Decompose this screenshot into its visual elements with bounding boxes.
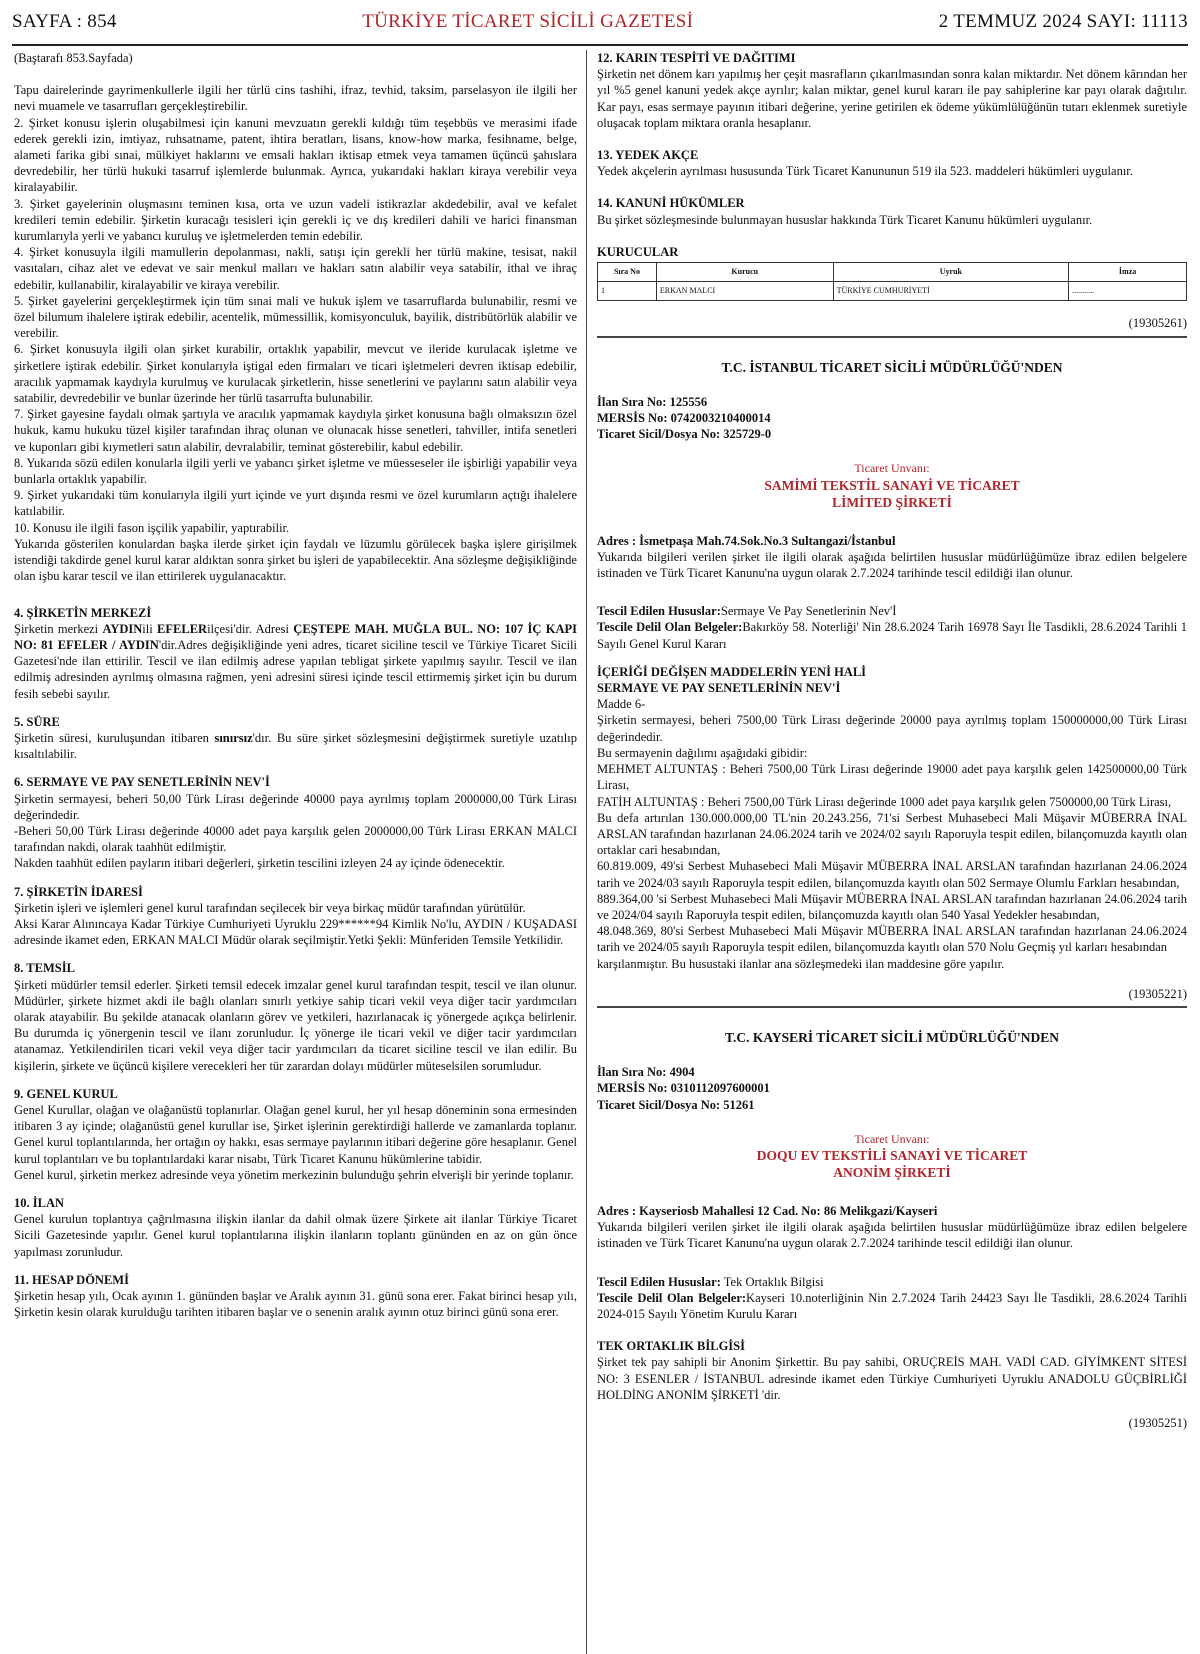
paragraph: 7. Şirket gayesine faydalı olmak şartıyla ve aracılık yapmamak kaydıyla şirket konusuna bağlı olmaksızın özel hukuk, kamu hukuku tüzel kişiler tarafından ihraç olunan ve olunacak hisse senetleri, tahviller, intifa senetleri ve kuponları gibi kıymetleri satın alabilir, devralabilir, teminat gösterebilir, kabul edebilir. [14,407,577,454]
table-header: Sıra No [598,263,657,282]
section-heading: 11. HESAP DÖNEMİ [14,1272,129,1287]
paragraph: Şirketi müdürler temsil ederler. Şirketi temsil edecek imzalar genel kurul tarafından tespit, tescil ve ilan olunur. Müdürler, şirkete hizmet akdi ile bağlı olanları sınırlı yetkiye sahip ticari vekil veya diğer tacir yardımcıları olarak atayabilir. Bu şekilde atanacak olanların görev ve yetkileri, hazırlanacak iç yönergede açıkça belirlenir. Bu durumda iç yönergenin tescil ve ilanı zorunludur. İç yönerge ile ticari vekil ve diğer tacir yardımcıları atanamaz. Yetkilendirilen ticari vekil veya diğer tacir yardımcıları da ticaret siciline tescil ve ilan edilir. Bu kişilerin, şirkete ve üçüncü kişilere verecekleri her tür zarardan dolayı müdürler müteselsilen sorumludur. [14,977,577,1073]
reference-number: (19305261) [1128,316,1187,331]
paragraph: Şirketin hesap yılı, Ocak ayının 1. gününden başlar ve Aralık ayının 31. günü sona erer. Fakat birinci hesap yılı, Şirketin kesin olarak kurulduğu tarihten itibaren başlar ve o senenin aralık ayının otuz birinci günü sona erer. [14,1289,577,1320]
mersis-number: MERSİS No: 0742003210400014 [597,411,771,426]
section-heading: 10. İLAN [14,1196,65,1210]
founders-heading: KURUCULAR [597,244,679,259]
section-heading: 14. KANUNİ HÜKÜMLER [597,196,745,211]
paragraph: 6. Şirket konusuyla ilgili olan şirket kurabilir, ortaklık yapabilir, mevcut ve ileride kurulacak işletme ve şirketlere iştirak edebilir. Şirket konularıyla iştigal eden firmaları ve ticari işletmeleri devren iktisap edebilir, aracılık yapmamak kaydıyla kurulmuş ve kurulacak şirketlerin, hisse senetlerini ve paylarını satın alabilir veya satabilir, devredebilir ve bunlar üzerinde her türlü tasarrufta bulunabilir. [14,342,577,406]
table-header: İmza [1069,263,1187,282]
evidence-documents: Tescile Delil Olan Belgeler:Kayseri 10.noterliğinin Nin 2.7.2024 Tarih 24423 Sayı İle Tasdikli, 28.6.2024 Tarihli 2024-015 Sayılı Yönetim Kurulu Kararı [597,1290,1187,1321]
paragraph: Genel kurul, şirketin merkez adresinde veya yönetim merkezinin bulunduğu şehrin elverişli bir yerinde toplanır. [14,1167,574,1182]
section-rule [597,336,1187,338]
paragraph: Yukarıda bilgileri verilen şirket ile ilgili olarak aşağıda belirtilen hususlar müdürlüğümüze ibraz edilen belgelere istinaden ve Türk Ticaret Kanunu'na uygun olarak 2.7.2024 tarihinde tescil edildiği ilan olunur. [597,1220,1187,1251]
registry-heading: T.C. İSTANBUL TİCARET SİCİLİ MÜDÜRLÜĞÜ'NDEN [721,359,1063,375]
section-heading: 13. YEDEK AKÇE [597,148,699,163]
page-header [12,0,1188,46]
paragraph: 4. Şirket konusuyla ilgili mamullerin depolanması, nakli, satışı için gerekli her türlü makine, tesisat, nakil vasıtaları, cihaz alet ve edevat ve sair menkul malları ve hakları satın alabilir veya satabilir, ithal ve ihraç edebilir, kullanabilir, kiralayabilir ve kiraya verebilir. [14,245,577,292]
registered-items: Tescil Edilen Hususlar: Tek Ortaklık Bilgisi [597,1274,824,1289]
registry-file-number: Ticaret Sicil/Dosya No: 325729-0 [597,427,772,442]
paragraph: Aksi Karar Alınıncaya Kadar Türkiye Cumhuriyeti Uyruklu 229******94 Kimlik No'lu, AYDIN / KUŞADASI adresinde ikamet eden, ERKAN MALCI Müdür olarak seçilmiştir.Yetki Şekli: Münferiden Temsile Yetkilidir. [14,916,577,948]
table-cell: ERKAN MALCI [656,282,833,301]
paragraph: 2. Şirket konusu işlerin oluşabilmesi için kanuni mevzuatın gerekli kıldığı tüm teşebbüs ve merasimi ifade ederek gerekli izin, imtiyaz, ruhsatname, patent, ihtira beratları, lisans, know-how marka, fesihname, belge, alameti farika gibi sınai, mülkiyet haklarını ve emsali hakları iktisap etmek veya tamamen üçüncü şahıslara devredebilir, her türlü hukuki tasarruf işlemlerde bulunmak. Ayrıca, yukarıdaki hakları kiraya verebilir veya kiralayabilir. [14,115,577,195]
paragraph: Madde 6- [597,697,646,712]
section-heading: 12. KARIN TESPİTİ VE DAĞITIMI [597,51,796,65]
paragraph: Şirketin net dönem karı yapılmış her çeşit masrafların çıkarılmasından sonra kalan miktardır. Net dönem kârından her yıl %5 genel kanuni yedek akçe ayrılır; kalan miktar, genel kurul kararı ile pay sahiplerine kar payı olarak dağıtılır. Kar payı, esas sermaye payının itibari değerine, yerine getirilen ek ödeme yükümlülüğünün tutarı eklenmek suretiyle oluşacak toplam miktara oranla hesaplanır. [597,67,1187,130]
right-column [597,50,1187,1654]
paragraph: Yukarıda gösterilen konulardan başka ilerde şirket için faydalı ve lüzumlu görülecek başka işlere girişilmek istendiği takdirde genel kurul karar aldıktan sonra şirket bu işleri de yapabilecektir. Ana sözleşme değişikliğinde olan işbu karar tescil ve ilan ettirilerek uygulanacaktır. [14,536,577,584]
paragraph: karşılanmıştır. Bu husustaki ilanlar ana sözleşmedeki ilan maddesine göre yapılır. [597,956,1005,971]
ilan-number: İlan Sıra No: 125556 [597,394,708,409]
left-column [14,50,577,1654]
paragraph: MEHMET ALTUNTAŞ : Beheri 7500,00 Türk Lirası değerinde 19000 adet paya karşılık gelen 142500000,00 Türk Lirası, [597,762,1187,793]
paragraph: Şirketin sermayesi, beheri 50,00 Türk Lirası değerinde 40000 paya ayrılmış toplam 2000000,00 Türk Lirası değerindedir. [14,791,577,822]
registry-heading: T.C. KAYSERİ TİCARET SİCİLİ MÜDÜRLÜĞÜ'NDEN [724,1029,1060,1045]
paragraph: Tapu dairelerinde gayrimenkullerle ilgili her türlü cins tashihi, ifraz, tevhid, taksim, parselasyon ile ilgili her nevi muamele ve tasarrufları gerçekleştirebilir. [14,83,577,114]
gazette-title: TÜRKİYE TİCARET SİCİLİ GAZETESİ [362,11,694,32]
reference-number: (19305221) [1128,986,1187,1001]
paragraph: Bu defa artırılan 130.000.000,00 TL'nin 20.243.256, 71'si Serbest Muhasebeci Mali Müşavir MÜBERRA İNAL ARSLAN tarafından hazırlanan 24.06.2024 tarih ve 2024/02 sayılı Raporuyla tespit edilen, bilançomuzda kayıtlı olan ortaklar cari hesabından, [597,810,1187,858]
paragraph: Nakden taahhüt edilen payların itibari değerleri, şirketin tescilini izleyen 24 ay içinde ödenecektir. [14,856,505,871]
section-heading: 8. TEMSİL [14,961,75,976]
page-number: SAYFA : 854 [12,11,117,32]
paragraph: 889.364,00 'si Serbest Muhasebeci Mali Müşavir MÜBERRA İNAL ARSLAN tarafından hazırlanan 24.06.2024 tarih ve 2024/04 sayılı Raporuyla tespit edilen, bilançomuzda kayıtlı olan 540 Yasal Yedekler hesabından, [597,891,1187,922]
paragraph: Bu sermayenin dağılımı aşağıdaki gibidir: [597,745,808,760]
paragraph: 48.048.369, 80'si Serbest Muhasebeci Mali Müşavir MÜBERRA İNAL ARSLAN tarafından hazırlanan 24.06.2024 tarih ve 2024/05 sayılı Raporuyla tespit edilen, bilançomuzda kayıtlı olan 570 Nolu Geçmiş yıl karları hesabından [597,924,1187,955]
section-heading: 6. SERMAYE VE PAY SENETLERİNİN NEV'İ [14,775,270,790]
paragraph: Şirket tek pay sahipli bir Anonim Şirkettir. Bu pay sahibi, ORUÇREİS MAH. VADİ CAD. GİYİMKENT SİTESİ NO: 3 ESENLER / İSTANBUL adresinde ikamet eden Türkiye Cumhuriyeti Uyruklu ANADOLU GÜÇBİRLİĞİ HOLDİNG ANONİM ŞİRKETİ 'dir. [597,1355,1187,1402]
section-heading: 5. SÜRE [14,714,60,729]
company-address: Adres : İsmetpaşa Mah.74.Sok.No.3 Sultangazi/İstanbul [597,533,896,548]
paragraph: Şirketin süresi, kuruluşundan itibaren sınırsız'dır. Bu süre şirket sözleşmesini değiştirmek suretiyle uzatılıp kısaltılabilir. [14,730,577,762]
paragraph: Bu şirket sözleşmesinde bulunmayan hususlar hakkında Türk Ticaret Kanunu hükümleri uygulanır. [597,212,1093,227]
continued-note: (Baştarafı 853.Sayfada) [14,51,133,65]
issue-date: 2 TEMMUZ 2024 SAYI: 11113 [938,11,1188,32]
ilan-number: İlan Sıra No: 4904 [597,1065,695,1080]
section-rule [597,1006,1187,1008]
paragraph: Şirketin işleri ve işlemleri genel kurul tarafından seçilecek bir veya birkaç müdür tarafından yürütülür. [14,900,526,915]
company-title: Ticaret Unvanı: SAMİMİ TEKSTİL SANAYİ VE TİCARET LİMİTED ŞİRKETİ [764,461,1020,510]
table-cell: ........... [1069,282,1187,301]
paragraph: Yedek akçelerin ayrılması hususunda Türk Ticaret Kanununun 519 ila 523. maddeleri hükümleri uygulanır. [597,164,1133,179]
paragraph: Şirketin sermayesi, beheri 7500,00 Türk Lirası değerinde 20000 paya ayrılmış toplam 150000000,00 Türk Lirası değerindedir. [597,713,1187,744]
paragraph: 60.819.009, 49'si Serbest Muhasebeci Mali Müşavir MÜBERRA İNAL ARSLAN tarafından hazırlanan 24.06.2024 tarih ve 2024/03 sayılı Raporuyla tespit edilen, bilançomuzda kayıtlı olan 502 Sermaye Olumlu Farkları hesabından, [597,859,1187,890]
section-heading: TEK ORTAKLIK BİLGİSİ [597,1339,745,1354]
table-header: Kurucu [656,263,833,282]
paragraph: 5. Şirket gayelerini gerçekleştirmek için tüm sınai mali ve hukuk işlem ve tasarruflarda bulunabilir, resmi ve özel bilumum ihalelere iştirak edebilir, acentelik, mümessillik, komisyonculuk, bayilik, distribütörlük alabilir ve verebilir. [14,293,577,341]
registered-items: Tescil Edilen Hususlar:Sermaye Ve Pay Senetlerinin Nev'İ [597,604,897,619]
paragraph: 8. Yukarıda sözü edilen konularla ilgili yerli ve yabancı şirket işletme ve müesseseler ile işbirliği yapabilir veya bunlarla ortaklık yapabilir. [14,455,577,487]
founders-table [597,262,1187,301]
section-heading: İÇERİĞİ DEĞİŞEN MADDELERİN YENİ HALİ [597,664,867,679]
column-divider [586,50,587,1654]
table-cell: TÜRKİYE CUMHURİYETİ [833,282,1069,301]
paragraph: Genel Kurullar, olağan ve olağanüstü toplanırlar. Olağan genel kurul, her yıl hesap döneminin sona ermesinden itibaren 3 ay içinde; olağanüstü genel kurullar ise, Şirket işlerinin gerektirdiği hallerde ve zamanlarda toplanır. Genel kurul toplantılarında, her ortağın oy hakkı, esas sermaye paylarının itibari değerine göre hesaplanır. Genel kurul toplantıları ve bu toplantılardaki karar nisabı, Türk Ticaret Kanunu hükümlerine tabidir. [14,1102,577,1166]
section-subheading: SERMAYE VE PAY SENETLERİNİN NEV'İ [597,681,841,696]
table-row [598,282,1187,301]
section-heading: 9. GENEL KURUL [14,1086,118,1101]
reference-number: (19305251) [1128,1415,1187,1430]
company-address: Adres : Kayseriosb Mahallesi 12 Cad. No: 86 Melikgazi/Kayseri [597,1203,938,1218]
section-heading: 7. ŞİRKETİN İDARESİ [14,884,143,899]
table-cell: 1 [598,282,657,301]
paragraph: 3. Şirket gayelerinin oluşmasını teminen kısa, orta ve uzun vadeli istikrazlar akdedebilir, aval ve kefalet kredileri temin edebilir. Şirketin kuracağı tesisleri için gerekli iç ve dış kredileri dahili ve harici finansman kurumlarıyla yerli ve yabancı kuruluş ve işletmelerden temin edebilir. [14,196,577,244]
company-title: Ticaret Unvanı: DOQU EV TEKSTİLİ SANAYİ VE TİCARET ANONİM ŞİRKETİ [756,1131,1028,1180]
paragraph: Şirketin merkezi AYDINili EFELERilçesi'dir. Adresi ÇEŞTEPE MAH. MUĞLA BUL. NO: 107 İÇ KAPI NO: 81 EFELER / AYDIN'dir.Adres değişikliğinde yeni adres, ticaret siciline tescil ve Türkiye Ticaret Sicili Gazetesi'nde ilan ettirilir. Tescil ve ilan edilmiş adrese yapılan tebligat şirkete yapılmış sayılır. Tescil ve ilan edilmiş adresinden ayrılmış olmasına rağmen, yeni adresini süresi içinde tescil ettirmemiş şirket için bu durum fesih sebebi sayılır. [14,621,577,701]
section-heading: 4. ŞİRKETİN MERKEZİ [14,605,152,620]
registry-file-number: Ticaret Sicil/Dosya No: 51261 [597,1097,755,1112]
paragraph: -Beheri 50,00 Türk Lirası değerinde 40000 adet paya karşılık gelen 2000000,00 Türk Lirası ERKAN MALCI tarafından nakdi, olarak taahhüt edilmiştir. [14,823,577,855]
paragraph: Yukarıda bilgileri verilen şirket ile ilgili olarak aşağıda belirtilen hususlar müdürlüğümüze ibraz edilen belgelere istinaden ve Türk Ticaret Kanunu'na uygun olarak 2.7.2024 tarihinde tescil edildiği ilan olunur. [597,549,1187,581]
paragraph: 9. Şirket yukarıdaki tüm konularıyla ilgili yurt içinde ve yurt dışında resmi ve özel kurumların açtığı ihalelere katılabilir. [14,488,577,519]
mersis-number: MERSİS No: 0310112097600001 [597,1081,770,1096]
paragraph: Genel kurulun toplantıya çağrılmasına ilişkin ilanlar da dahil olmak üzere Şirkete ait ilanlar Türkiye Ticaret Sicili Gazetesinde yapılır. Genel kurul toplantılarına ilişkin ilanların toplantı gününden en az on gün önce yapılması zorunludur. [14,1212,577,1259]
evidence-documents: Tescile Delil Olan Belgeler:Bakırköy 58. Noterliği' Nin 28.6.2024 Tarih 16978 Sayı İle Tasdikli, 28.6.2024 Tarihli 1 Sayılı Genel Kurul Kararı [597,620,1187,651]
paragraph: 10. Konusu ile ilgili fason işçilik yapabilir, yaptırabilir. [14,520,290,535]
paragraph: FATİH ALTUNTAŞ : Beheri 7500,00 Türk Lirası değerinde 1000 adet paya karşılık gelen 7500000,00 Türk Lirası, [597,794,1172,809]
table-header: Uyruk [833,263,1069,282]
